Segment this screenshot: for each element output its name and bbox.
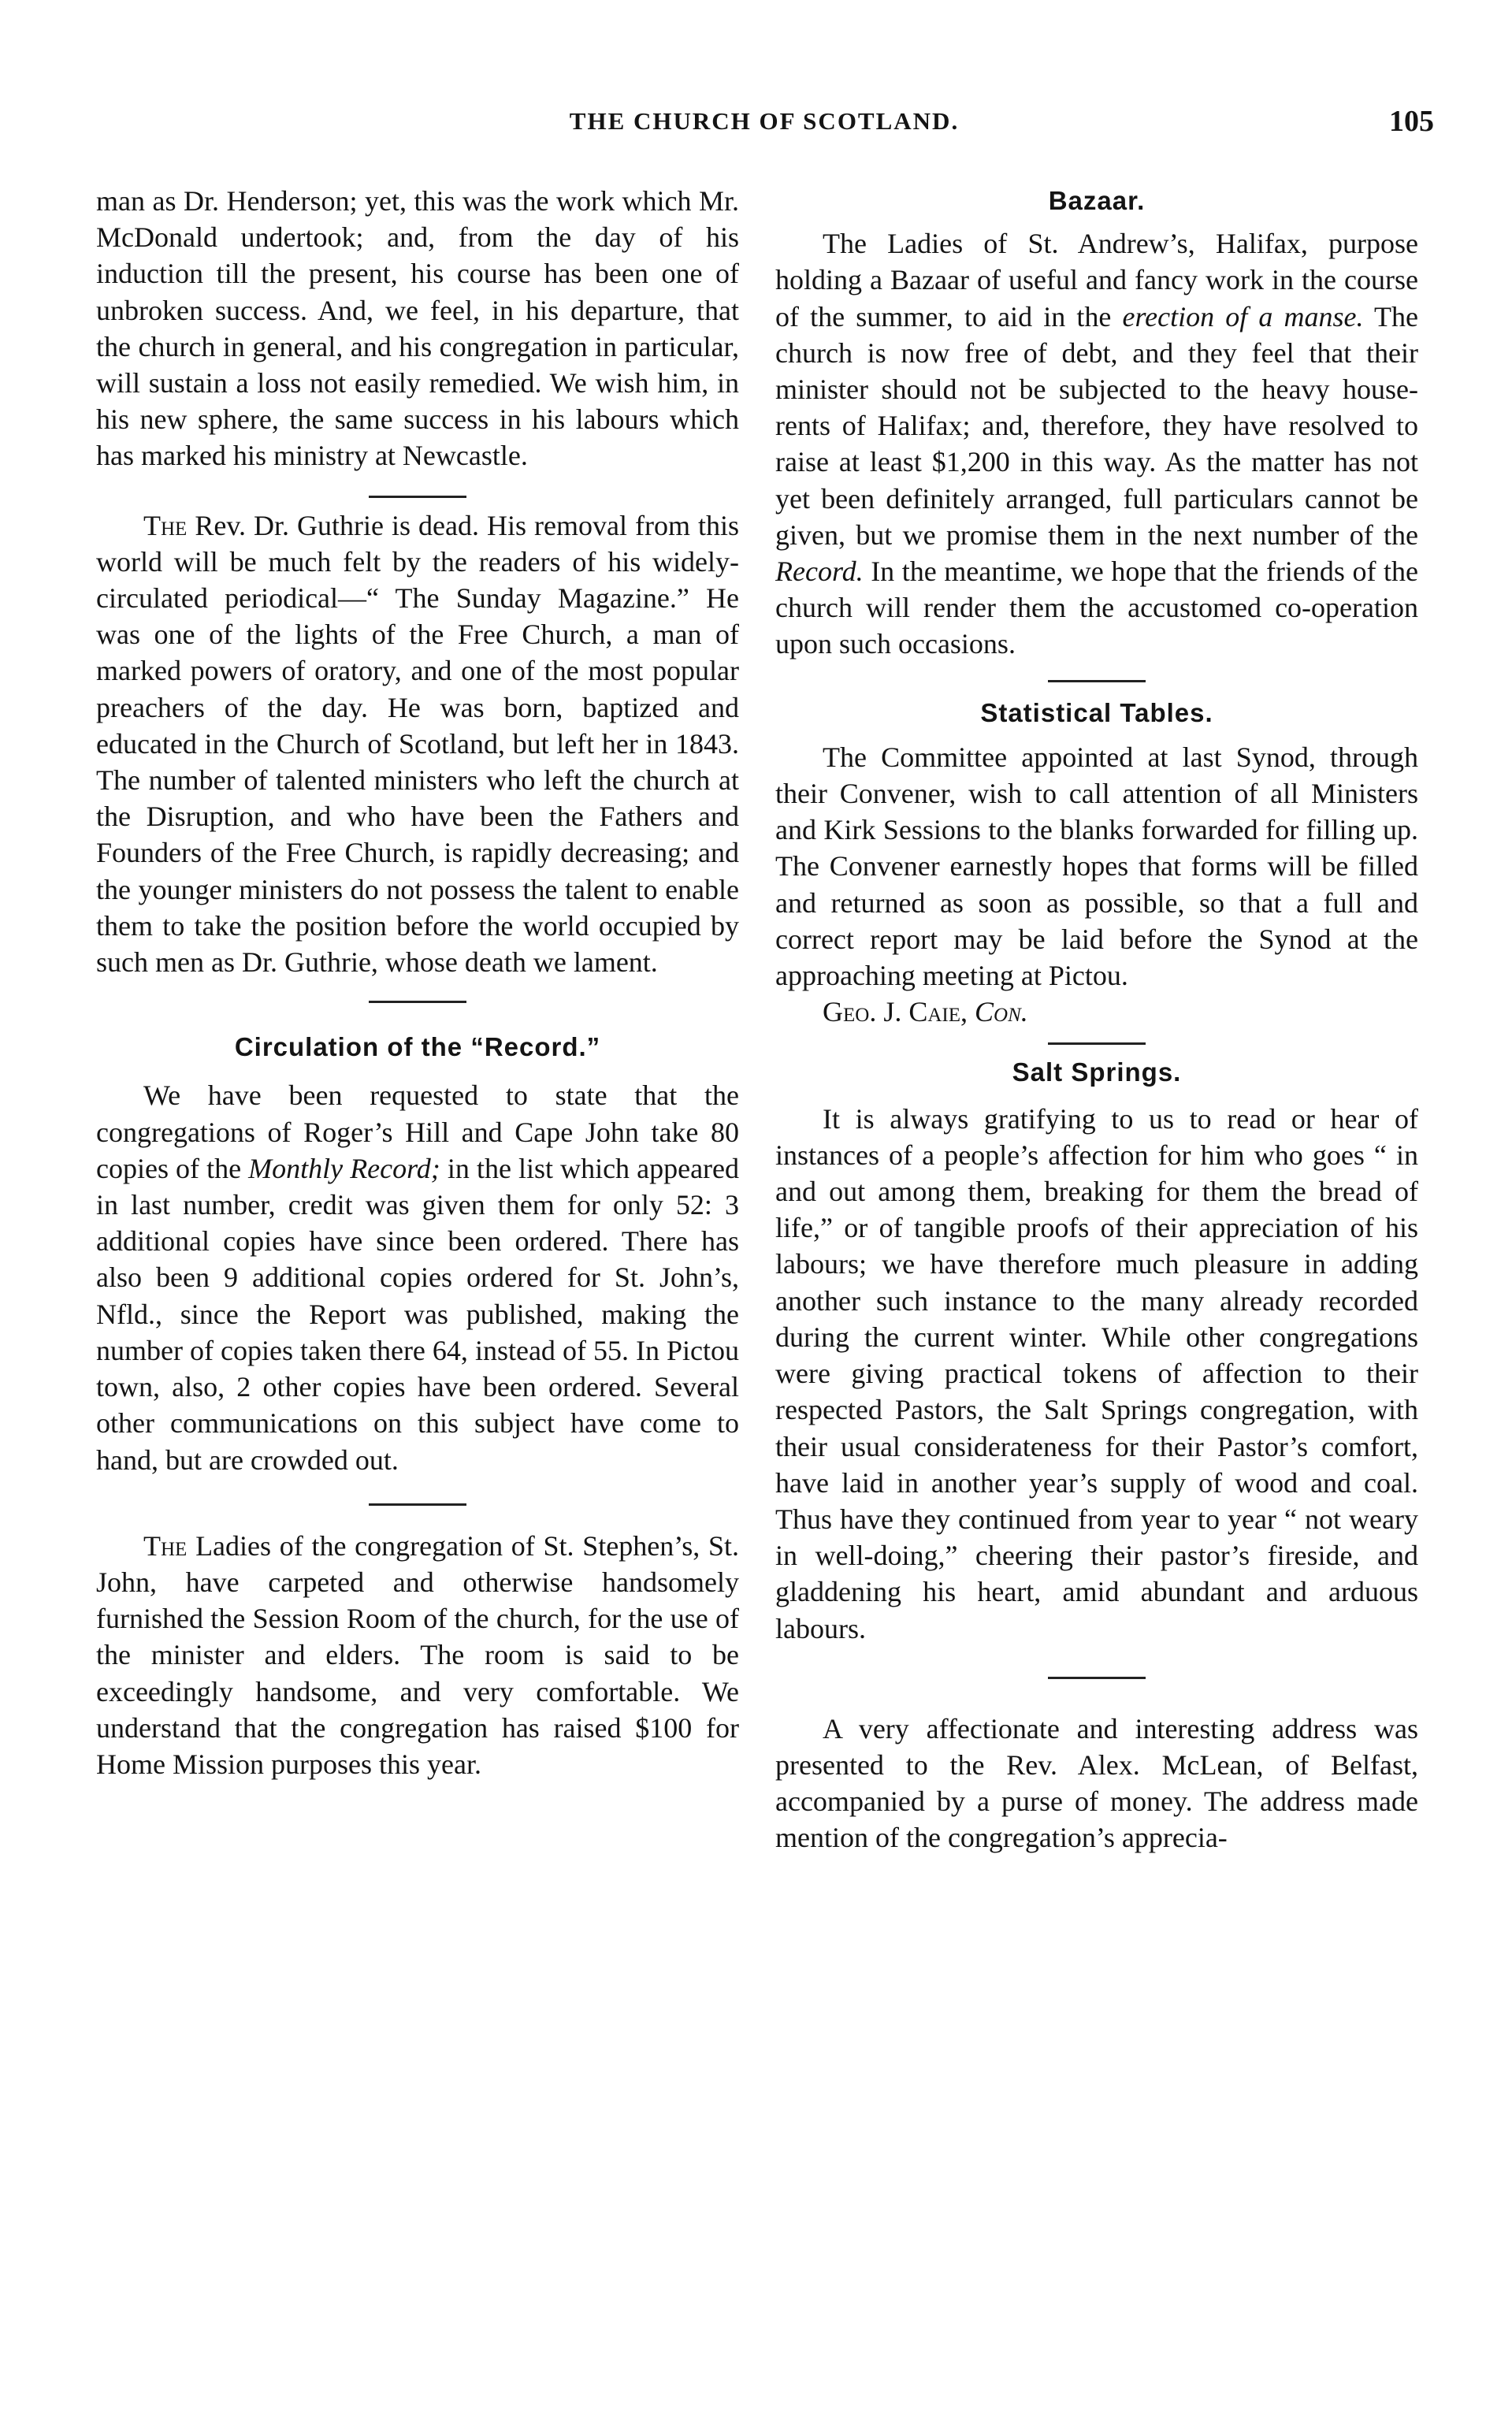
bazaar-text-a: The Ladies of St. Andrew’s, Halifax, purpose holding a Bazaar of useful and fancy work in the course of the summer, to aid in the	[775, 228, 1418, 333]
page-number: 105	[1389, 105, 1434, 138]
ladies-stephens-lead-word: The	[143, 1529, 188, 1562]
circulation-paragraph	[96, 1077, 739, 1477]
section-divider	[1048, 680, 1146, 682]
salt-springs-paragraph: It is always gratifying to us to read or hear of instances of a people’s affection for him who goes “ in and out among them, breaking for them the bread of life,” or of tangible proofs of their appreciation of his labours; we have therefore much pleasure in adding another such instance to the many already recorded during the current winter. While other congregations were giving practical tokens of affection to their respected Pastors, the Salt Springs congregation, with their usual considerateness for their Pastor’s comfort, have laid in another year’s supply of wood and coal. Thus have they continued from year to year “ not weary in well-doing,” cheering their pastor’s fireside, and gladdening his heart, amid abundant and arduous labours.	[775, 1102, 1418, 1644]
ladies-stephens-text: Ladies of the congregation of St. Stephen’s, St. John, have carpeted and otherwise handsomely furnished the Session Room of the church, for the use of the minister and elders. The room is said to be exceedingly handsome, and very comfortable. We understand that the congregation has raised $100 for Home Mission purposes this year.	[96, 1529, 740, 1780]
running-head	[95, 107, 1434, 154]
bazaar-text-b: The church is now free of debt, and they feel that their minister should not be subjected to the heavy house-rents of Halifax; and, therefore, they have resolved to raise at least $1,200 in this way. As the matter has not yet been definitely arranged, full particulars cannot be given, but we promise them in the next number of the	[775, 300, 1419, 551]
left-column	[96, 183, 739, 1782]
statistical-heading: Statistical Tables.	[980, 697, 1213, 727]
section-divider	[369, 496, 466, 498]
guthrie-lead-word: The	[143, 509, 188, 541]
ladies-stephens-paragraph	[96, 1528, 739, 1782]
signature-name: Geo. J. Caie,	[823, 996, 968, 1028]
circulation-heading: Circulation of the “Record.”	[234, 1032, 601, 1062]
signature	[775, 994, 1418, 1030]
circulation-text-a: We have been requested to state that the congregations of Roger’s Hill and Cape John take 80 copies of the	[96, 1079, 739, 1184]
bazaar-text-c: In the meantime, we hope that the friends of the church will render them the accustomed co-operation upon such occasions.	[775, 555, 1419, 660]
record-title: Record.	[775, 555, 864, 588]
statistical-paragraph: The Committee appointed at last Synod, through their Convener, wish to call attention of all Ministers and Kirk Sessions to the blanks forwarded for filling up. The Convener earnestly hopes that forms will be filled and returned as soon as possible, so that a full and correct report may be laid before the Synod at the approaching meeting at Pictou.	[775, 741, 1418, 992]
salt-springs-heading: Salt Springs.	[1012, 1057, 1182, 1087]
running-title: THE CHURCH OF SCOTLAND.	[569, 107, 960, 135]
guthrie-text: Rev. Dr. Guthrie is dead. His removal from this world will be much felt by the readers of his widely-circulated periodical—“ The Sunday Magazine.” He was one of the lights of the Free Church, a man of marked powers of oratory, and one of the most popular preachers of the day. He was born, baptized and educated in the Church of Scotland, but left her in 1843. The number of talented ministers who left the church at the Disruption, and who have been the Fathers and Founders of the Free Church, is rapidly decreasing; and the younger ministers do not possess the talent to enable them to take the position before the world occupied by such men as Dr. Guthrie, whose death we lament.	[96, 509, 739, 979]
circulation-text-b: in the list which appeared in last number, credit was given them for only 52: 3 additional copies have since been ordered. There has also been 9 additional copies ordered for St. John’s, Nfld., since the Report was published, making the number of copies taken there 64, instead of 55. In Pictou town, also, 2 other copies have been ordered. Several other communications on this subject have come to hand, but are crowded out.	[96, 1152, 740, 1476]
guthrie-paragraph	[96, 507, 739, 981]
bazaar-heading: Bazaar.	[1048, 186, 1146, 215]
section-divider	[1048, 1042, 1146, 1045]
section-divider	[1048, 1677, 1146, 1679]
manse-emphasis: erection of a manse.	[1122, 300, 1364, 333]
right-column	[775, 183, 1418, 1856]
continued-paragraph: man as Dr. Henderson; yet, this was the work which Mr. McDonald undertook; and, from the day of his induction till the present, his course has been one of unbroken success. And, we feel, in his departure, that the church in general, and his congregation in particular, will sustain a loss not easily remedied. We wish him, in his new sphere, the same success in his labours which has marked his ministry at Newcastle.	[96, 185, 739, 472]
section-divider	[369, 1503, 466, 1506]
monthly-record-title: Monthly Record;	[248, 1152, 440, 1184]
address-paragraph: A very affectionate and interesting address was presented to the Rev. Alex. McLean, of Belfast, accompanied by a purse of money. The address made mention of the congregation’s apprecia-	[775, 1712, 1418, 1854]
section-divider	[369, 1001, 466, 1003]
bazaar-paragraph	[775, 225, 1418, 662]
signature-title: Con.	[975, 996, 1028, 1028]
